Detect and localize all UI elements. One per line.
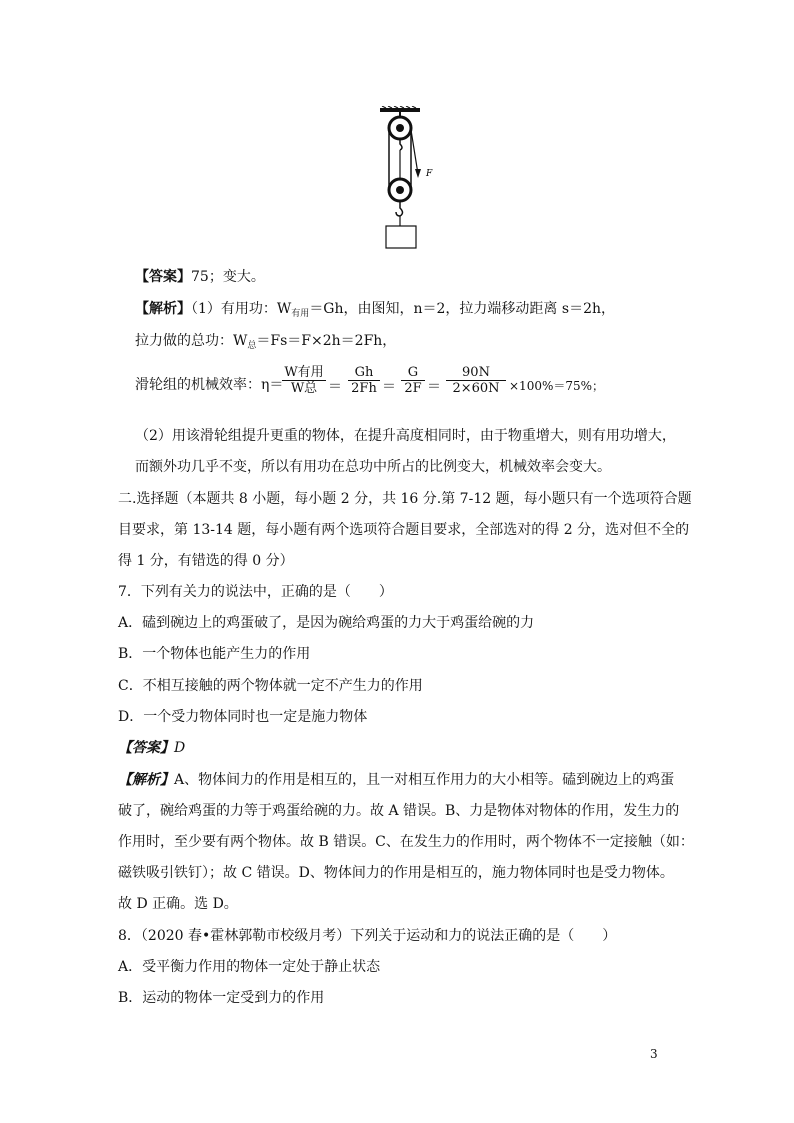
fraction-g: $\frac{G}{2F}$: [401, 365, 425, 397]
force-label: F: [426, 169, 433, 179]
ceiling: [380, 108, 420, 112]
q7-stem: 7．下列有关力的说法中，正确的是（ ）: [118, 584, 393, 600]
analysis-part2-line-2: 而额外功几乎不变，所以有用功在总功中所占的比例变大，机械效率会变大。: [135, 459, 611, 475]
analysis-line-2: 拉力做的总功：$W_总=Fs=F\times 2h=2Fh$，: [135, 333, 397, 351]
q7-analysis-line-3: 作用时，至少要有两个物体。故 B 错误。C、在发生力的作用时，两个物体不一定接触（如：: [118, 834, 694, 850]
q8-option-b: B．运动的物体一定受到力的作用: [118, 990, 325, 1006]
fraction-gh: $\frac{Gh}{2Fh}$: [348, 365, 380, 397]
equals-3: ＝: [427, 379, 441, 395]
section-heading-line-3: 得 1 分，有错选的得 0 分）: [118, 553, 294, 569]
pulley-diagram: [370, 106, 450, 256]
q7-analysis-line-2: 破了，碗给鸡蛋的力等于鸡蛋给碗的力。故 A 错误。B、力是物体对物体的作用，发生力的: [118, 803, 680, 819]
weight-block: [386, 226, 416, 248]
section-heading-line-2: 目要求，第 13-14 题，每小题有两个选项符合题目要求，全部选对的得 2 分，选对但不全的: [118, 522, 690, 538]
fraction-values: $\frac{90N}{2\times 60N}$: [446, 365, 506, 397]
section-heading-line-1: 二.选择题（本题共 8 小题，每小题 2 分，共 16 分.第 7-12 题，每小题只有一个选项符合题: [118, 491, 692, 507]
page-number: 3: [650, 1047, 658, 1061]
q8-stem: 8．（2020 春•霍林郭勒市校级月考）下列关于运动和力的说法正确的是（ ）: [118, 928, 617, 944]
q7-option-d: D．一个受力物体同时也一定是施力物体: [118, 709, 368, 725]
q7-option-c: C．不相互接触的两个物体就一定不产生力的作用: [118, 678, 423, 694]
analysis-line-1: 【解析】（1）有用功：$W_{有用}=Gh$，由图知，n＝2，拉力端移动距离 s＝2h，: [135, 301, 615, 319]
equals-1: ＝: [328, 379, 342, 395]
answer-line: 【答案】75；变大。: [135, 269, 265, 285]
q7-option-b: B．一个物体也能产生力的作用: [118, 646, 311, 662]
q8-option-a: A．受平衡力作用的物体一定处于静止状态: [118, 959, 381, 975]
q7-analysis-line-1: 【解析】A、物体间力的作用是相互的，且一对相互作用力的大小相等。磕到碗边上的鸡蛋: [118, 772, 675, 788]
efficiency-label: 滑轮组的机械效率：η＝: [135, 377, 284, 393]
q7-option-a: A．磕到碗边上的鸡蛋破了，是因为碗给鸡蛋的力大于鸡蛋给碗的力: [118, 615, 535, 631]
efficiency-result: ×100%＝75%；: [509, 379, 605, 393]
fraction-useful-total: W有用 W总: [282, 365, 326, 397]
equals-2: ＝: [382, 379, 396, 395]
analysis-part2-line-1: （2）用该滑轮组提升更重的物体，在提升高度相同时，由于物重增大，则有用功增大，: [135, 428, 676, 444]
q7-answer: 【答案】D: [118, 740, 186, 756]
q7-analysis-line-4: 磁铁吸引铁钉）；故 C 错误。D、物体间力的作用是相互的，施力物体同时也是受力物体。: [118, 865, 674, 881]
q7-analysis-line-5: 故 D 正确。选 D。: [118, 896, 238, 912]
force-arrow-icon: [415, 169, 421, 178]
